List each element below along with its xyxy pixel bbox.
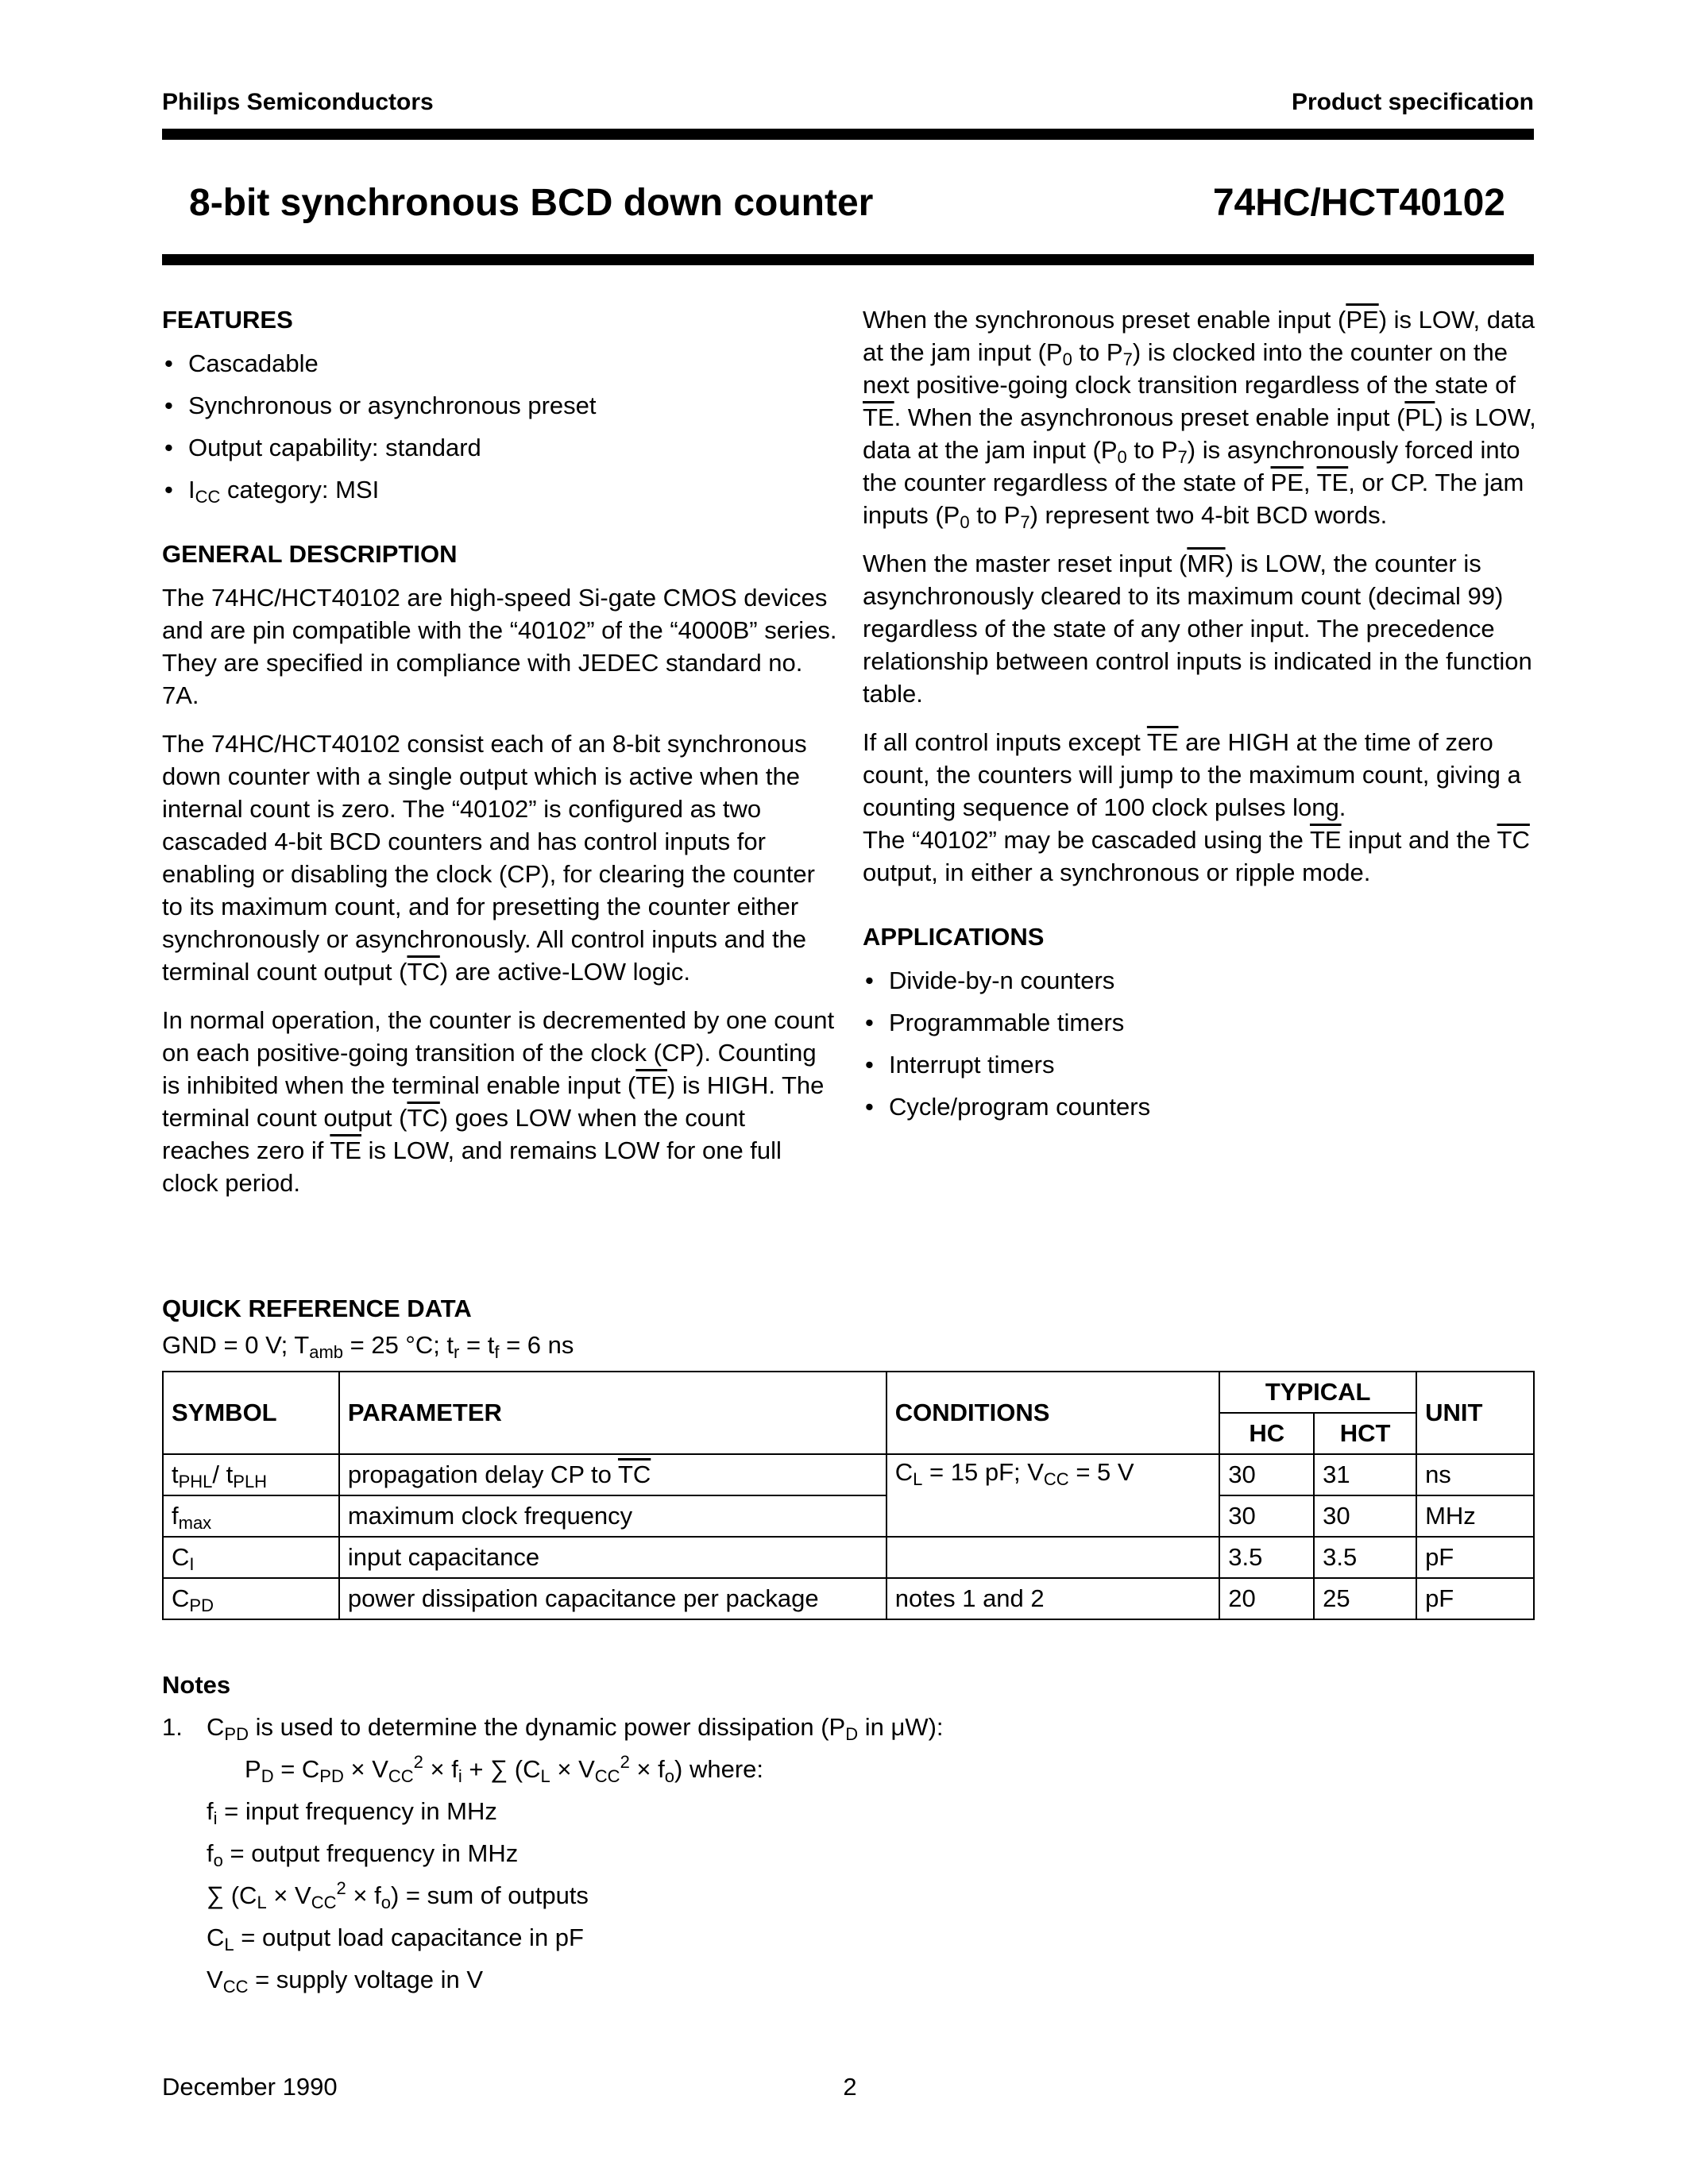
part-number: 74HC/HCT40102 [1212, 182, 1505, 224]
general-paragraph-2: The 74HC/HCT40102 consist each of an 8-bit synchronous down counter with a single output which is active when the internal count is zero. The “40102” is configured as two cascaded 4-bit BCD counters and has control inputs for enabling or disabling the clock (CP), for clearing the counter to its maximum count, and for presetting the counter either synchronously or asynchronously. All control inputs and the terminal count output $(\overline{TC})$ are active-LOW logic. [162, 730, 815, 986]
page-title: 8-bit synchronous BCD down counter [189, 182, 874, 224]
cell-conditions: $C_L = 15$ pF; $V_{CC} = 5$ V [886, 1454, 1220, 1537]
cell-symbol: $C_{PD}$ [163, 1578, 339, 1619]
cell-hc: 3.5 [1219, 1537, 1314, 1578]
cell-symbol: $t_{PHL}/$ $t_{PLH}$ [163, 1454, 339, 1495]
cell-parameter: power dissipation capacitance per package [339, 1578, 886, 1619]
cell-hc: 20 [1219, 1578, 1314, 1619]
cell-hct: 25 [1314, 1578, 1416, 1619]
header-rule [162, 129, 1534, 140]
left-column [162, 303, 837, 1215]
table-row [163, 1495, 1534, 1537]
company-name: Philips Semiconductors [162, 89, 434, 115]
right-paragraph-4: The “40102” may be cascaded using the $\overline{TE}$ input and the $\overline{TC}$ output, in either a synchronous or ripple mode. [863, 826, 1530, 886]
footer-date: December 1990 [162, 2073, 338, 2101]
application-item: • Cycle/program counters [863, 1090, 1536, 1123]
table-row [163, 1537, 1534, 1578]
quick-reference-conditions: GND = 0 V; $T_{amb} = 25$ °C; $t_r = t_f = 6$ ns [162, 1331, 574, 1362]
table-row [163, 1578, 1534, 1619]
general-description-heading: GENERAL DESCRIPTION [162, 540, 458, 568]
feature-item: • Output capability: standard [162, 431, 837, 464]
quick-reference-heading: QUICK REFERENCE DATA [162, 1295, 472, 1322]
title-rule [162, 254, 1534, 265]
col-conditions: CONDITIONS [886, 1372, 1220, 1454]
feature-item: • Cascadable [162, 347, 837, 380]
feature-item: • $I_{CC}$ category: MSI [162, 473, 837, 506]
cell-symbol: $C_I$ [163, 1537, 339, 1578]
document-type: Product specification [1291, 89, 1534, 115]
note-definition: $V_{CC}$ = supply voltage in V [207, 1966, 484, 1997]
note-definition: $C_L$ = output load capacitance in pF [207, 1924, 584, 1954]
applications-heading: APPLICATIONS [863, 923, 1045, 951]
cell-parameter: input capacitance [339, 1537, 886, 1578]
note-definition: $f_o$ = output frequency in MHz [207, 1839, 519, 1870]
cell-hct: 3.5 [1314, 1537, 1416, 1578]
col-hc: HC [1219, 1413, 1314, 1454]
cell-hct: 30 [1314, 1495, 1416, 1537]
features-heading: FEATURES [162, 306, 293, 334]
page-number: 2 [843, 2073, 857, 2101]
note-definition: ∑ $(C_L \times V_{CC}^2 \times f_o)$ = sum of outputs [207, 1878, 589, 1912]
col-symbol: SYMBOL [163, 1372, 339, 1454]
cell-conditions: notes 1 and 2 [886, 1578, 1220, 1619]
cell-unit: pF [1416, 1537, 1534, 1578]
general-paragraph-1: The 74HC/HCT40102 are high-speed Si-gate CMOS devices and are pin compatible with the “40102” of the “4000B” series. They are specified in compliance with JEDEC standard no. 7A. [162, 584, 837, 709]
cell-hc: 30 [1219, 1495, 1314, 1537]
general-paragraph-3: In normal operation, the counter is decremented by one count on each positive-going transition of the clock (CP). Counting is inhibited when the terminal enable input $(\overline{TE})$ is HIGH. The terminal count output $(\overline{TC})$ goes LOW when the count reaches zero if $\overline{TE}$ is LOW, and remains LOW for one full clock period. [162, 1006, 835, 1197]
right-paragraph-2: When the master reset input $(\overline{MR})$ is LOW, the counter is asynchronously cleared to its maximum count (decimal 99) regardless of the state of any other input. The precedence relationship between control inputs is indicated in the function table. [863, 550, 1532, 708]
feature-item: • Synchronous or asynchronous preset [162, 389, 837, 422]
right-paragraph-1: When the synchronous preset enable input $(\overline{PE})$ is LOW, data at the jam input ($P_0$ to $P_7$) is clocked into the counter on the next positive-going clock transition regardless of the state of $\overline{TE}$. When the asynchronous preset enable input $(\overline{PL})$ is LOW, data at the jam input ($P_0$ to $P_7$) is asynchronously forced into the counter regardless of the state of $\overline{PE}$, $\overline{TE}$, or CP. The jam inputs ($P_0$ to $P_7$) represent two 4-bit BCD words. [863, 306, 1536, 532]
quick-reference-table [162, 1371, 1535, 1620]
application-item: • Divide-by-n counters [863, 964, 1536, 997]
cell-symbol: $f_{max}$ [163, 1495, 339, 1537]
table-header-row [163, 1372, 1534, 1413]
right-column [863, 303, 1536, 1133]
cell-parameter: propagation delay CP to $\overline{TC}$ [339, 1454, 886, 1495]
applications-list [863, 964, 1536, 1123]
notes-section [162, 1664, 1512, 2001]
notes-heading: Notes [162, 1671, 231, 1699]
right-paragraph-3: If all control inputs except $\overline{TE}$ are HIGH at the time of zero count, the counters will jump to the maximum count, giving a counting sequence of 100 clock pulses long. [863, 728, 1521, 821]
application-item: • Programmable timers [863, 1006, 1536, 1039]
col-hct: HCT [1314, 1413, 1416, 1454]
cell-hc: 30 [1219, 1454, 1314, 1495]
cell-hct: 31 [1314, 1454, 1416, 1495]
note-equation: $P_D = C_{PD} \times V_{CC}^2 \times f_i$ + ∑ $(C_L \times V_{CC}^2 \times f_o)$ where: [245, 1752, 763, 1786]
cell-unit: pF [1416, 1578, 1534, 1619]
features-list [162, 347, 837, 506]
col-parameter: PARAMETER [339, 1372, 886, 1454]
note-1: 1. $C_{PD}$ is used to determine the dynamic power dissipation ($P_D$ in μW): [162, 1713, 944, 1744]
cell-unit: MHz [1416, 1495, 1534, 1537]
cell-unit: ns [1416, 1454, 1534, 1495]
note-definition: $f_i$ = input frequency in MHz [207, 1797, 497, 1828]
table-row [163, 1454, 1534, 1495]
application-item: • Interrupt timers [863, 1048, 1536, 1081]
col-unit: UNIT [1416, 1372, 1534, 1454]
cell-conditions [886, 1537, 1220, 1578]
col-typical: TYPICAL [1219, 1372, 1416, 1413]
cell-parameter: maximum clock frequency [339, 1495, 886, 1537]
